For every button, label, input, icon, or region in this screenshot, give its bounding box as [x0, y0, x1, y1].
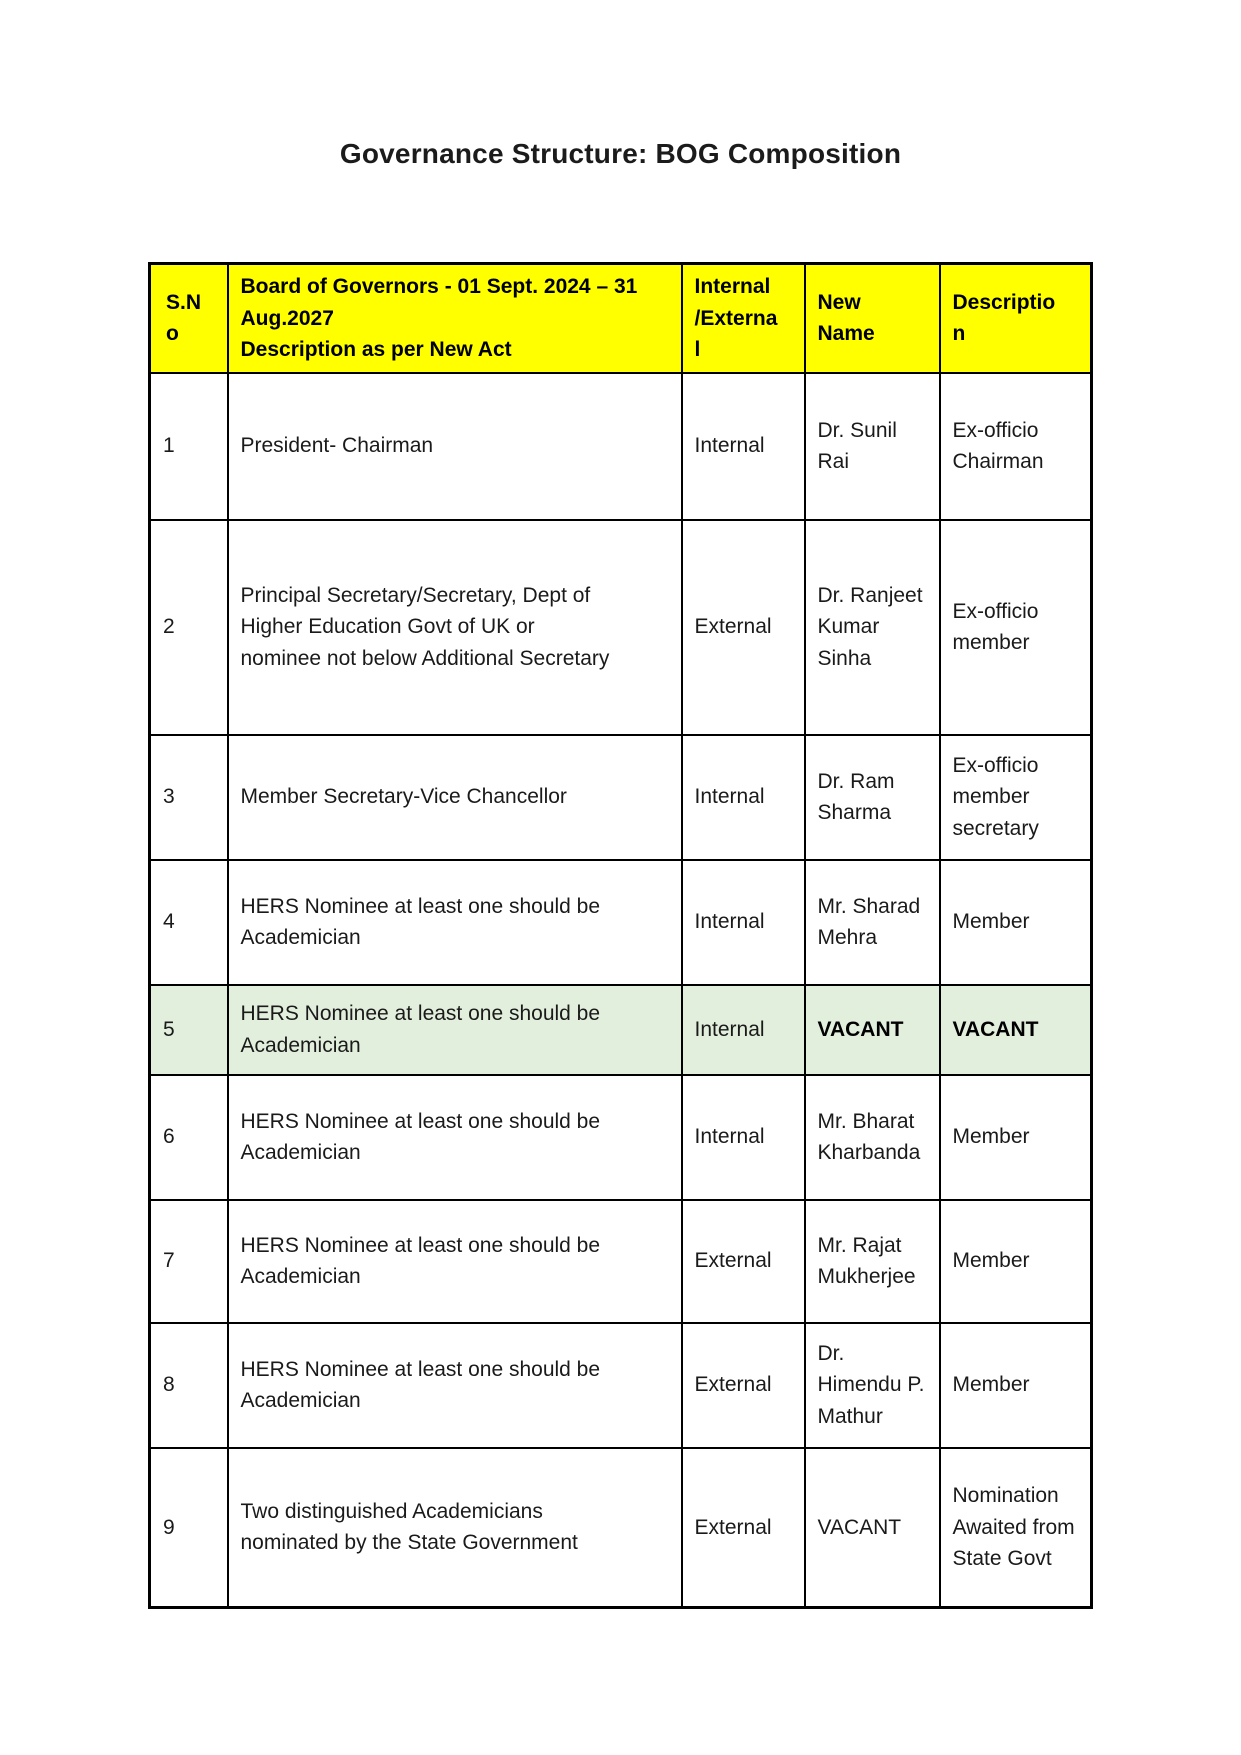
table-row: [150, 1075, 1092, 1200]
table-row: [150, 1200, 1092, 1323]
cell-internal-external: Internal: [682, 860, 805, 985]
table-row: [150, 1323, 1092, 1448]
cell-description: HERS Nominee at least one should be Academician: [228, 1323, 682, 1448]
cell-sno: 7: [150, 1200, 228, 1323]
header-sno: S.No: [150, 264, 228, 373]
cell-internal-external: Internal: [682, 985, 805, 1075]
cell-sno: 6: [150, 1075, 228, 1200]
table-row: [150, 735, 1092, 860]
cell-new-name: Dr. Sunil Rai: [805, 373, 940, 520]
cell-new-name: Dr. Ram Sharma: [805, 735, 940, 860]
cell-new-name: Mr. Bharat Kharbanda: [805, 1075, 940, 1200]
cell-internal-external: Internal: [682, 373, 805, 520]
cell-role: Member: [940, 1200, 1092, 1323]
cell-role: Member: [940, 1323, 1092, 1448]
header-board-act: Description as per New Act: [240, 338, 512, 361]
cell-description: HERS Nominee at least one should be Academician: [228, 860, 682, 985]
cell-sno: 1: [150, 373, 228, 520]
cell-new-name: Dr. Himendu P. Mathur: [805, 1323, 940, 1448]
cell-description: HERS Nominee at least one should be Academician: [228, 985, 682, 1075]
cell-sno: 4: [150, 860, 228, 985]
cell-new-name: Dr. Ranjeet Kumar Sinha: [805, 520, 940, 735]
table-row: [150, 1448, 1092, 1608]
table-body: [150, 373, 1092, 1608]
table-row: [150, 860, 1092, 985]
cell-description: Principal Secretary/Secretary, Dept of Higher Education Govt of UK or nominee not below Additional Secretary: [228, 520, 682, 735]
cell-sno: 2: [150, 520, 228, 735]
header-internal-external: Internal /External: [682, 264, 805, 373]
cell-role-vacant: VACANT: [940, 985, 1092, 1075]
cell-description: President- Chairman: [228, 373, 682, 520]
table-row: [150, 373, 1092, 520]
cell-description: Member Secretary-Vice Chancellor: [228, 735, 682, 860]
cell-role: Ex-officio member secretary: [940, 735, 1092, 860]
cell-new-name: Mr. Sharad Mehra: [805, 860, 940, 985]
cell-role: Ex-officio member: [940, 520, 1092, 735]
bog-composition-table: [148, 262, 1093, 1609]
cell-sno: 9: [150, 1448, 228, 1608]
table-header: [150, 264, 1092, 373]
header-new-name: New Name: [805, 264, 940, 373]
cell-sno: 3: [150, 735, 228, 860]
cell-sno: 5: [150, 985, 228, 1075]
cell-internal-external: Internal: [682, 1075, 805, 1200]
page-title: Governance Structure: BOG Composition: [339, 138, 902, 169]
cell-role: Member: [940, 1075, 1092, 1200]
table-row-highlighted-vacant: [150, 985, 1092, 1075]
cell-new-name-vacant: VACANT: [805, 985, 940, 1075]
cell-role: Nomination Awaited from State Govt: [940, 1448, 1092, 1608]
header-description: Description: [940, 264, 1092, 373]
cell-internal-external: External: [682, 1323, 805, 1448]
cell-description: Two distinguished Academicians nominated by the State Government: [228, 1448, 682, 1608]
cell-internal-external: Internal: [682, 735, 805, 860]
cell-internal-external: External: [682, 1200, 805, 1323]
cell-role: Ex-officio Chairman: [940, 373, 1092, 520]
cell-new-name: Mr. Rajat Mukherjee: [805, 1200, 940, 1323]
cell-description: HERS Nominee at least one should be Academician: [228, 1075, 682, 1200]
cell-role: Member: [940, 860, 1092, 985]
table-row: [150, 520, 1092, 735]
cell-description: HERS Nominee at least one should be Academician: [228, 1200, 682, 1323]
cell-new-name: VACANT: [805, 1448, 940, 1608]
cell-internal-external: External: [682, 1448, 805, 1608]
header-board-description: [228, 264, 682, 373]
header-board-period: Board of Governors - 01 Sept. 2024 – 31 Aug.2027: [240, 275, 638, 330]
cell-internal-external: External: [682, 520, 805, 735]
header-row: [150, 264, 1092, 373]
cell-sno: 8: [150, 1323, 228, 1448]
